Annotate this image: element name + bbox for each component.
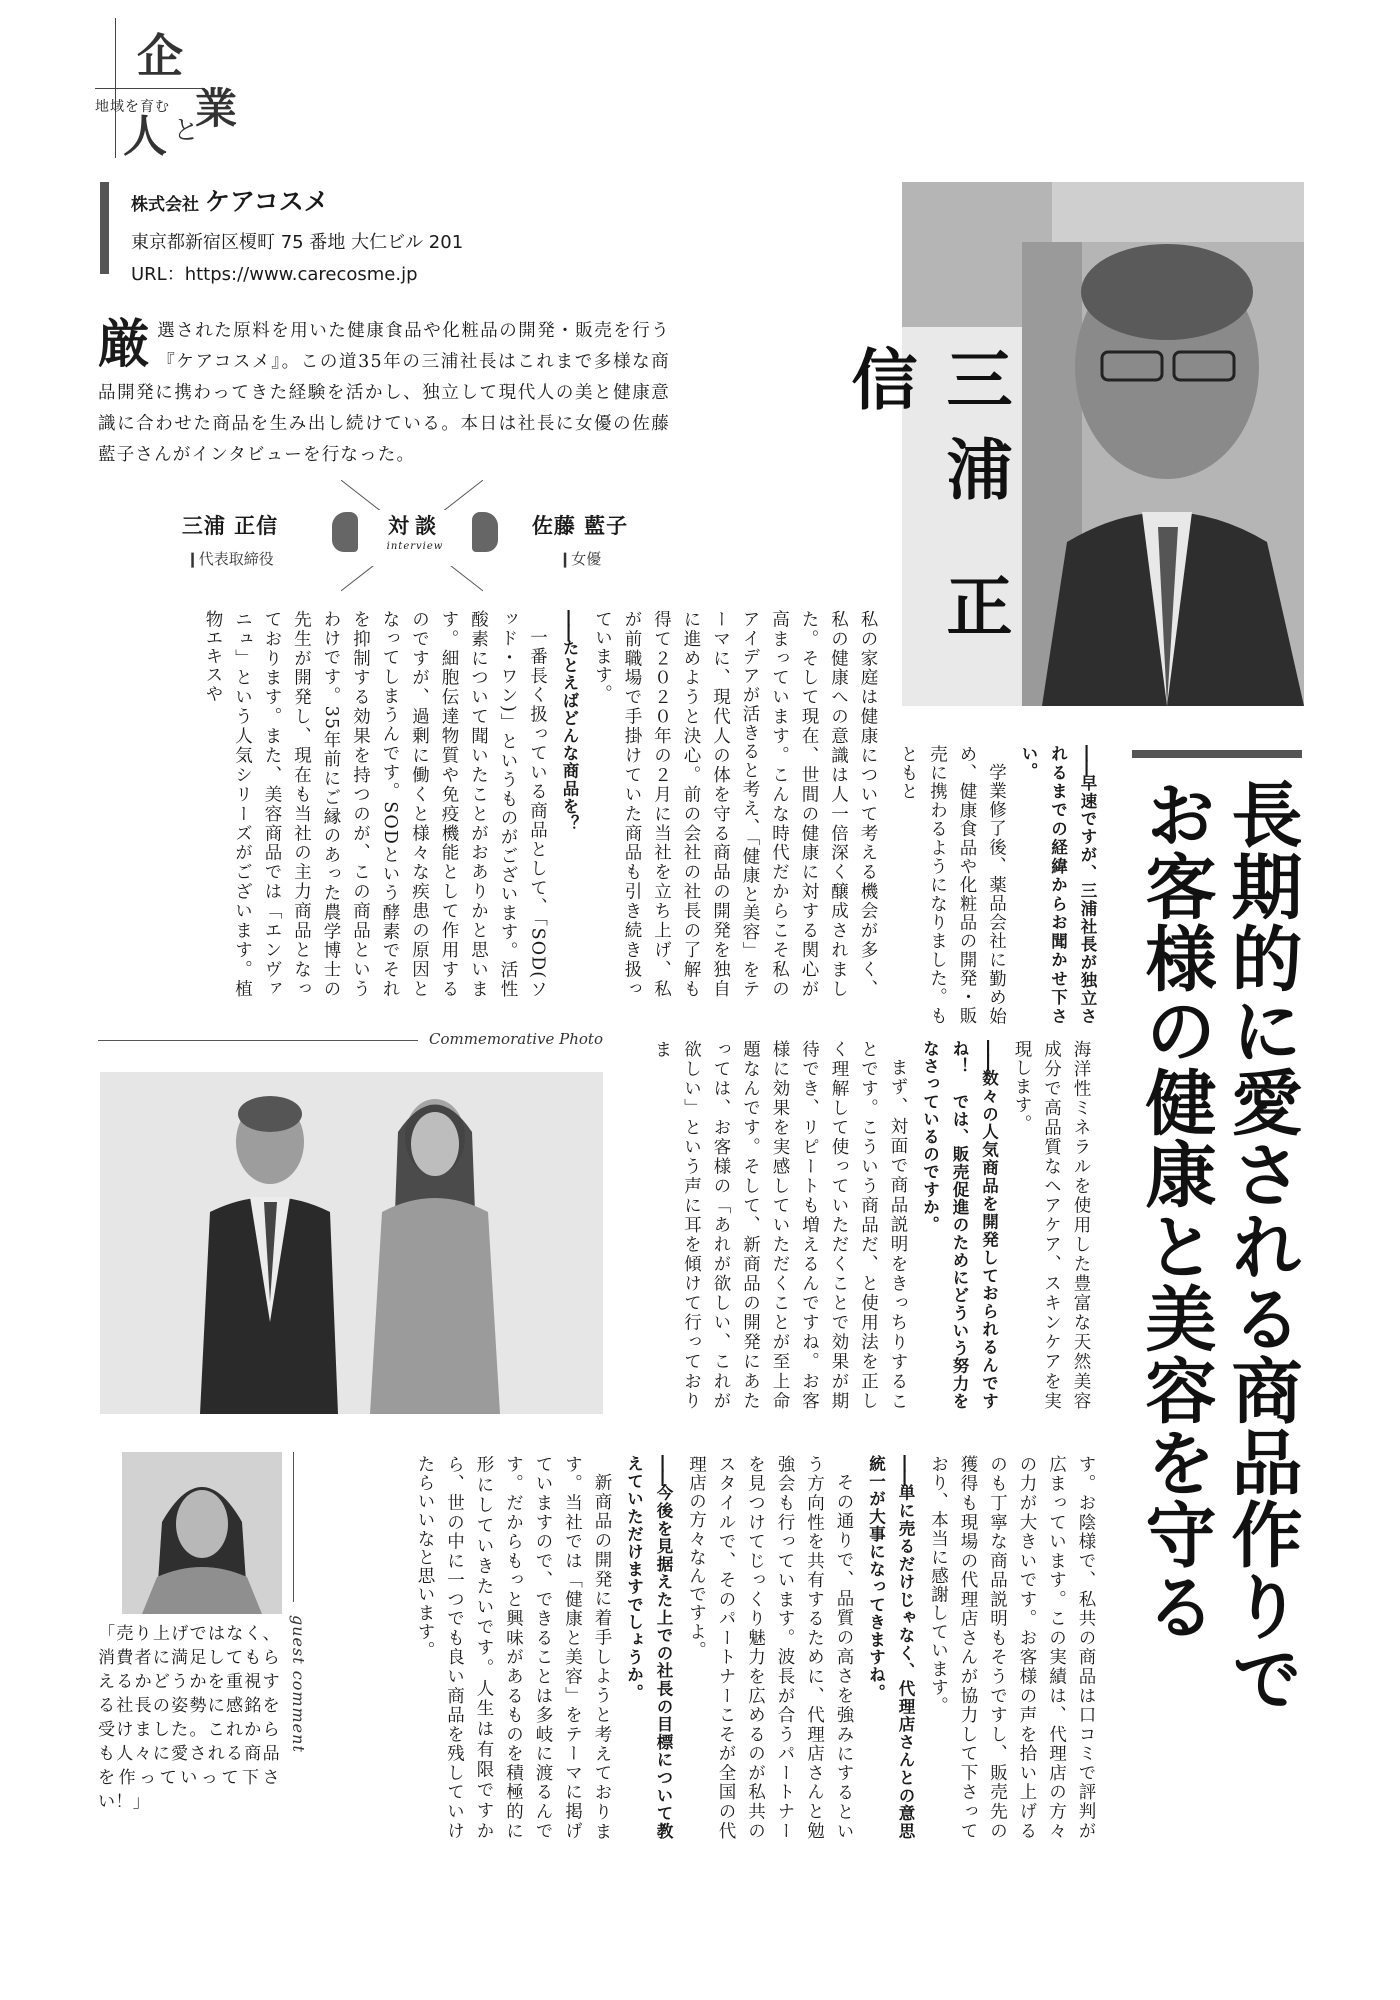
interview-column-c — [625, 1040, 1095, 1410]
logo-rule-horizontal — [95, 88, 205, 89]
answer-3: まず、対面で商品説明をきっちりすることです。こういう商品だ、と使用法を正しく理解して使っていただくことで効果が期待でき、リピートも増えるんですね。お客様に効果を実感していただくことが至上命題なんです。そして、新商品の開発にあたっては、お客様の「あれが欲しい、これが欲しい」という声に耳を傾けて行っておりま — [652, 1040, 908, 1410]
answer-4: その通りで、品質の高さを強みにするという方向性を共有するために、代理店さんと勉強会も行っています。波長が合うパートナーを見つけてじっくり魅力を広めるのが私共のスタイルで、そのパートナーこそが全国の代理店の方々なんですよ。 — [686, 1455, 854, 1840]
commemorative-image — [100, 1072, 603, 1414]
headline: 長期的に愛される商品作りでお客様の健康と美容を守る — [1134, 778, 1303, 1714]
speaker-right — [510, 510, 650, 569]
interview-badge-title: 対談 — [388, 513, 442, 538]
company-name: ケアコスメ — [205, 187, 329, 216]
question-4: ――単に売るだけじゃなく、代理店さんとの意思統一が大事になってきますね。 — [866, 1455, 915, 1840]
interview-column-b — [112, 610, 882, 998]
company-name-row — [131, 182, 560, 218]
guest-image — [122, 1452, 282, 1614]
intro-drop-cap: 厳 — [98, 314, 152, 375]
guest-rule — [293, 1452, 294, 1602]
question-5: ――今後を見据えた上での社長の目標について教えていただけますでしょうか。 — [624, 1455, 673, 1840]
answer-2-cont: 海洋性ミネラルを使用した豊富な天然美容成分で高品質なヘアケア、スキンケアを実現します。 — [1012, 1040, 1091, 1410]
silhouette-left-icon — [332, 512, 358, 552]
speaker-right-role: ❙女優 — [558, 550, 602, 568]
answer-2: 一番長く扱っている商品として、「SOD(ソッド・ワン)」というものがございます。活性酸素について聞いたことがおありかと思います。細胞伝達物質や免疫機能として作用するのですが、過剰に働くと様々な疾患の原因となってしまうんです。SODという酵素でそれを抑制する効果を持つのが、この商品というわけです。35年前にご縁のあった農学博士の先生が開発し、現在も当社の主力商品となっております。また、美容商品では「エンヴァニュ」という人気シリーズがございます。植物エキスや — [203, 610, 548, 998]
logo-kanji-3: 人 — [123, 111, 167, 162]
intro-text: 選された原料を用いた健康食品や化粧品の開発・販売を行う『ケアコスメ』。この道35年の三浦社長はこれまで多様な商品開発に携わってきた経験を活かし、独立して現代人の美と健康意識に合わせた商品を生み出し続けている。本日は社長に女優の佐藤藍子さんがインタビューを行なった。 — [98, 321, 670, 465]
speaker-right-name: 佐藤 藍子 — [531, 513, 629, 538]
logo-kanji-2: 業 — [195, 84, 238, 133]
interview-badge-sub: interview — [386, 541, 444, 552]
interview-badge — [360, 510, 470, 566]
portrait-photo — [840, 182, 1304, 706]
silhouette-right-icon — [472, 512, 498, 552]
company-address: 東京都新宿区榎町 75 番地 大仁ビル 201 — [131, 232, 464, 253]
logo-subtitle: 地域を育む — [95, 99, 170, 115]
question-3: ――数々の人気商品を開発しておられるんですね！ では、販売促進のためにどういう努力をなさっているのですか。 — [920, 1040, 999, 1410]
photo-caption-text: Commemorative Photo — [429, 1030, 603, 1048]
company-info — [100, 182, 560, 285]
guest-comment-label: guest comment — [289, 1615, 308, 1753]
interview-column-d — [330, 1455, 1100, 1840]
guest-photo — [122, 1452, 282, 1614]
speaker-left-name: 三浦 正信 — [181, 513, 279, 538]
answer-1-start: 学業修了後、薬品会社に勤め始め、健康食品や化粧品の開発・販売に携わるようになりました。もともと — [898, 745, 1007, 1025]
logo-kana: と — [173, 116, 200, 146]
commemorative-photo — [100, 1072, 603, 1414]
interview-column-a — [898, 745, 1105, 1025]
speakers-block — [160, 480, 660, 590]
speaker-left-role: ❙代表取締役 — [186, 550, 274, 568]
portrait-name: 三浦 正信 — [902, 327, 1022, 706]
question-2: ――たとえばどんな商品を？ — [560, 610, 579, 833]
photo-caption — [98, 1028, 603, 1052]
intro-paragraph — [98, 316, 670, 471]
company-prefix: 株式会社 — [131, 195, 199, 215]
answer-3-cont: す。お陰様で、私共の商品は口コミで評判が広まっています。この実績は、代理店の方々の力が大きいです。お客様の声を拾い上げるのも丁寧な商品説明もそうですし、販売先の獲得も現場の代理店さんが協力して下さっており、本当に感謝しています。 — [928, 1455, 1096, 1840]
company-url[interactable]: URL：https://www.carecosme.jp — [131, 264, 418, 285]
photo-caption-rule — [98, 1040, 418, 1041]
answer-1-cont: 私の家庭は健康について考える機会が多く、私の健康への意識は人一倍深く醸成されました。そして現在、世間の健康に対する関心が高まっています。こんな時代だからこそ私のアイデアが活きると考え、「健康と美容」をテーマに、現代人の体を守る商品の開発を独自に進めようと決心。前の会社の社長の了解も得て２０２０年の２月に当社を立ち上げ、私が前職場で手掛けていた商品も引き続き扱っています。 — [592, 610, 878, 998]
logo-kanji-1: 企 — [137, 29, 183, 83]
series-logo — [95, 18, 250, 162]
answer-5: 新商品の開発に着手しようと考えております。当社では「健康と美容」をテーマに掲げていますので、できることは多岐に渡るんです。だからもっと興味があるものを積極的に形にしていきたいです。人生は有限ですから、世の中に一つでも良い商品を残していけたらいいなと思います。 — [415, 1455, 612, 1840]
headline-bar — [1132, 750, 1302, 758]
guest-comment: 「売り上げではなく、消費者に満足してもらえるかどうかを重視する社長の姿勢に感銘を受けました。これからも人々に愛される商品を作っていって下さい！」 — [98, 1624, 280, 1812]
question-1: ――早速ですが、三浦社長が独立されるまでの経緯からお聞かせ下さい。 — [1019, 745, 1097, 1025]
speaker-left — [160, 510, 300, 569]
